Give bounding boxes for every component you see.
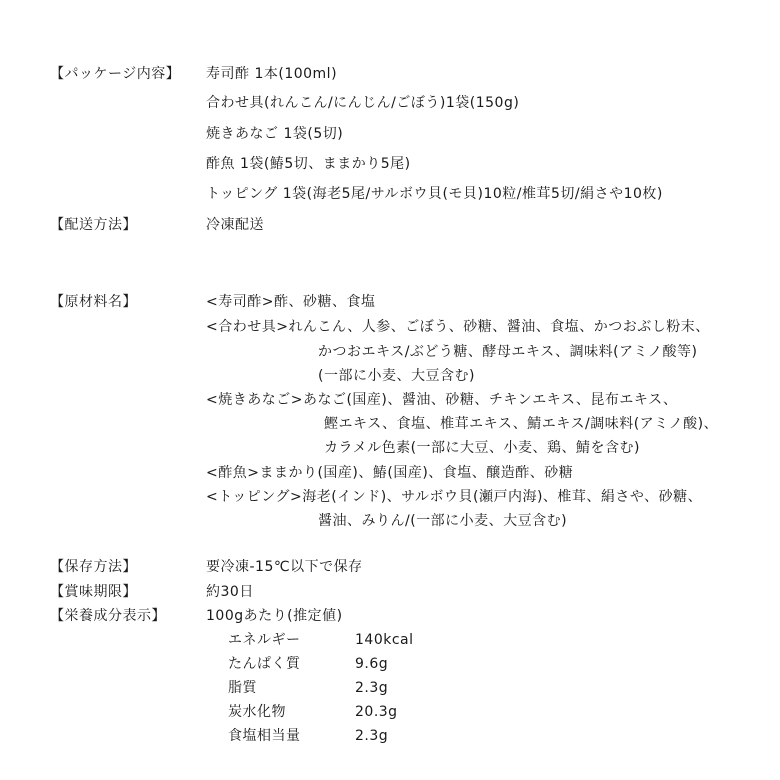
nutrition-basis: 100gあたり(推定値) bbox=[206, 608, 343, 624]
package-label: 【パッケージ内容】 bbox=[50, 66, 181, 82]
ingredients-line: 鰹エキス、食塩、椎茸エキス、鯖エキス/調味料(アミノ酸)、 bbox=[324, 416, 719, 432]
ingredients-line: <合わせ具>れんこん、人参、ごぼう、砂糖、醤油、食塩、かつおぶし粉末、 bbox=[206, 319, 710, 335]
ingredients-line: <焼きあなご>あなご(国産)、醤油、砂糖、チキンエキス、昆布エキス、 bbox=[206, 392, 678, 408]
nutrition-label: 【栄養成分表示】 bbox=[50, 608, 166, 624]
package-item-vinegar: 寿司酢 1本(100ml) bbox=[206, 66, 338, 82]
storage-label: 【保存方法】 bbox=[50, 559, 137, 575]
ingredients-line: <寿司酢>酢、砂糖、食塩 bbox=[206, 294, 376, 310]
expiry-label: 【賞味期限】 bbox=[50, 584, 137, 600]
package-item-topping: トッピング 1袋(海老5尾/サルボウ貝(モ貝)10粒/椎茸5切/絹さや10枚) bbox=[206, 186, 663, 202]
nutrition-row-name: 炭水化物 bbox=[228, 704, 286, 720]
nutrition-row-value: 140kcal bbox=[355, 632, 414, 648]
ingredients-line: (一部に小麦、大豆含む) bbox=[318, 368, 475, 384]
nutrition-row-name: たんぱく質 bbox=[228, 656, 301, 672]
ingredients-line: 醤油、みりん/(一部に小麦、大豆含む) bbox=[318, 513, 568, 529]
ingredients-line: <酢魚>ままかり(国産)、鰆(国産)、食塩、醸造酢、砂糖 bbox=[206, 465, 574, 481]
nutrition-row-value: 20.3g bbox=[355, 704, 398, 720]
nutrition-row-value: 2.3g bbox=[355, 680, 389, 696]
ingredients-line: カラメル色素(一部に大豆、小麦、鶏、鯖を含む) bbox=[324, 440, 641, 456]
package-item-grilled-eel: 焼きあなご 1袋(5切) bbox=[206, 126, 344, 142]
ingredients-line: <トッピング>海老(インド)、サルボウ貝(瀬戸内海)、椎茸、絹さや、砂糖、 bbox=[206, 489, 703, 505]
nutrition-row-name: 食塩相当量 bbox=[228, 728, 301, 744]
shipping-label: 【配送方法】 bbox=[50, 217, 137, 233]
storage-value: 要冷凍-15℃以下で保存 bbox=[206, 559, 363, 575]
expiry-value: 約30日 bbox=[206, 584, 254, 600]
package-item-mixed-ingredients: 合わせ具(れんこん/にんじん/ごぼう)1袋(150g) bbox=[206, 95, 520, 111]
nutrition-row-value: 2.3g bbox=[355, 728, 389, 744]
nutrition-row-name: エネルギー bbox=[228, 632, 301, 648]
shipping-value: 冷凍配送 bbox=[206, 217, 264, 233]
nutrition-row-name: 脂質 bbox=[228, 680, 257, 696]
nutrition-row-value: 9.6g bbox=[355, 656, 389, 672]
ingredients-label: 【原材料名】 bbox=[50, 294, 137, 310]
package-item-vinegared-fish: 酢魚 1袋(鰆5切、ままかり5尾) bbox=[206, 156, 411, 172]
ingredients-line: かつおエキス/ぶどう糖、酵母エキス、調味料(アミノ酸等) bbox=[318, 344, 698, 360]
